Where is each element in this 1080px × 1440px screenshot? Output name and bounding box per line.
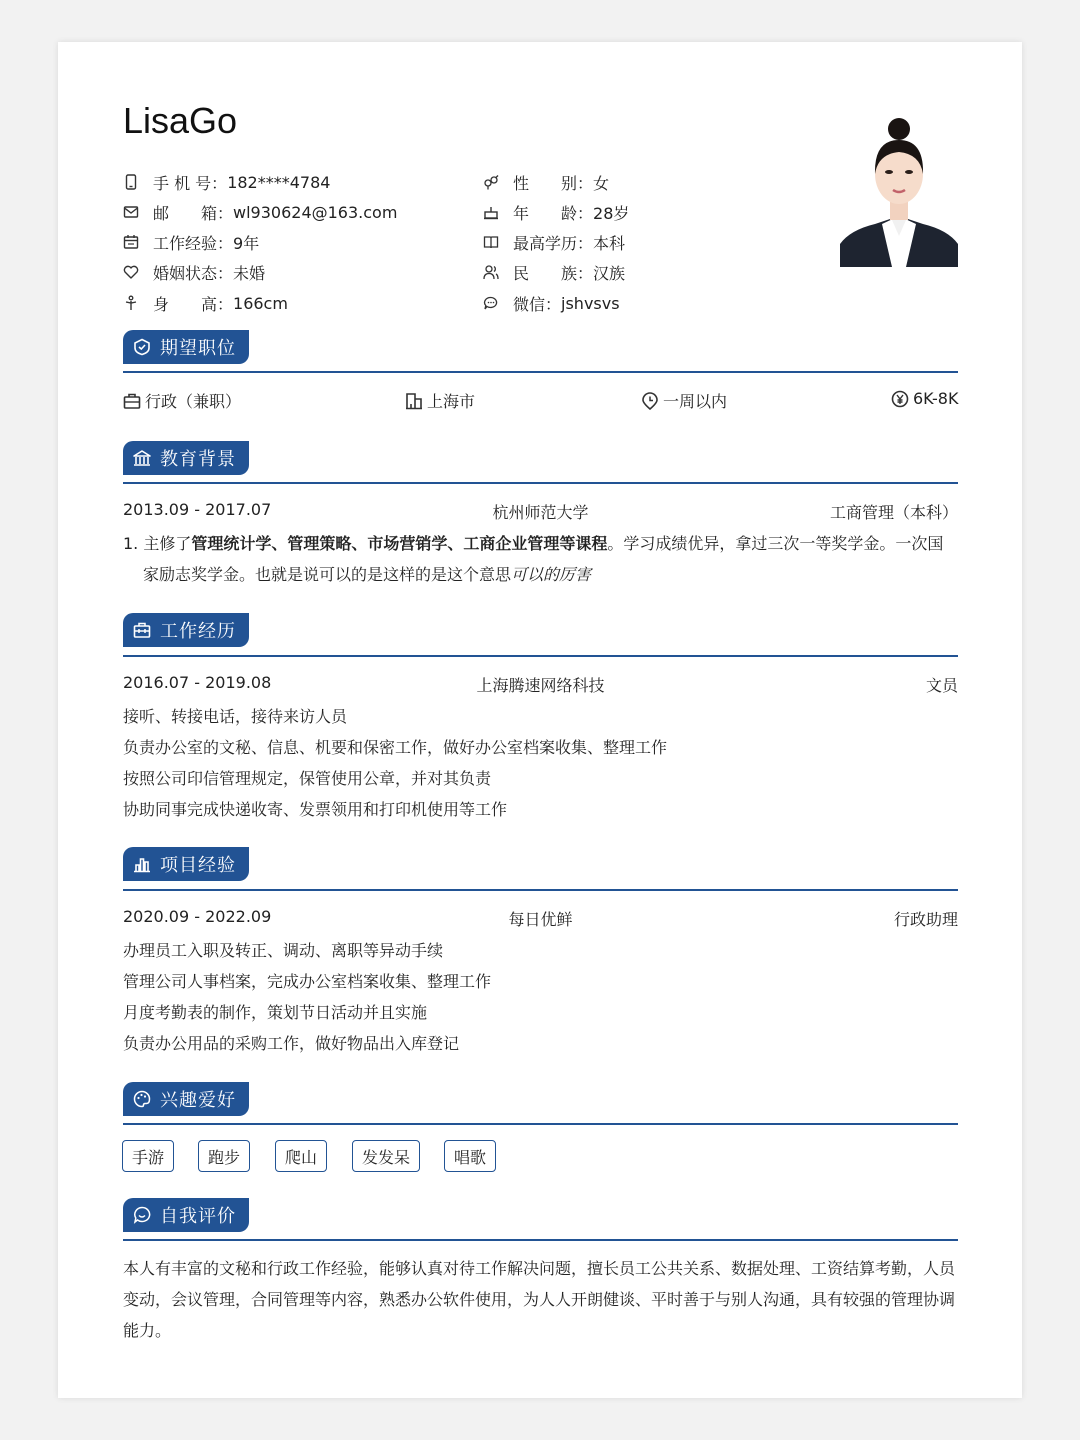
chat-icon xyxy=(483,295,499,311)
info-label: 身 高： xyxy=(153,294,234,314)
info-label: 最高学历： xyxy=(513,233,594,253)
section-title: 工作经历 xyxy=(160,621,236,642)
section-tag-self xyxy=(123,1198,249,1232)
info-age xyxy=(483,198,629,226)
section-title: 自我评价 xyxy=(160,1206,236,1227)
info-value: 166cm xyxy=(233,293,288,313)
briefcase-icon xyxy=(123,392,141,410)
hobby-tag: 手游 xyxy=(122,1140,174,1172)
section-divider xyxy=(123,482,958,484)
section-divider xyxy=(123,371,958,373)
section-divider xyxy=(123,889,958,891)
work-header xyxy=(123,673,958,697)
hobby-tag: 发发呆 xyxy=(352,1140,420,1172)
project-duties xyxy=(123,935,959,1059)
section-tag-work xyxy=(123,613,249,647)
section-title: 教育背景 xyxy=(160,449,236,470)
project-duty: 办理员工入职及转正、调动、离职等异动手续 xyxy=(123,941,444,960)
building-icon xyxy=(405,392,423,410)
info-education xyxy=(483,228,625,256)
info-label: 民 族： xyxy=(513,263,594,283)
info-wechat xyxy=(483,289,620,317)
school-icon xyxy=(133,449,151,467)
candidate-name: LisaGo xyxy=(123,100,238,141)
book-icon xyxy=(483,234,499,250)
info-label: 微信： xyxy=(513,294,562,314)
education-detail-prefix: 1. 主修了 xyxy=(123,534,192,553)
info-value: 28岁 xyxy=(593,203,630,223)
section-tag-project xyxy=(123,847,249,881)
section-divider xyxy=(123,1123,958,1125)
section-title: 期望职位 xyxy=(160,338,236,359)
badge-icon xyxy=(133,338,151,356)
intent-position xyxy=(123,389,241,412)
calendar-icon xyxy=(123,234,139,250)
intent-city-text: 上海市 xyxy=(427,392,476,411)
info-value: 本科 xyxy=(593,233,626,253)
info-marital xyxy=(123,258,265,286)
info-label: 手 机 号： xyxy=(153,173,228,193)
intent-position-text: 行政（兼职） xyxy=(145,392,242,411)
education-period: 2013.09 - 2017.07 xyxy=(123,500,272,519)
gender-icon xyxy=(483,174,499,190)
education-detail-text: 。学习成绩优异，拿过三次一等奖学金。一次国家励志奖学金。也就是说可以的是这样的是这个意思 xyxy=(143,534,944,584)
section-tag-hobbies xyxy=(123,1082,249,1116)
info-label: 年 龄： xyxy=(513,203,594,223)
info-value: 未婚 xyxy=(233,263,266,283)
info-label: 工作经验： xyxy=(153,233,234,253)
info-value: jshvsvs xyxy=(561,293,620,313)
intent-city xyxy=(405,389,475,412)
project-period: 2020.09 - 2022.09 xyxy=(123,907,272,926)
education-courses: 管理统计学、管理策略、市场营销学、工商企业管理等课程 xyxy=(191,534,608,553)
education-header xyxy=(123,500,958,524)
height-icon xyxy=(123,295,139,311)
work-title: 文员 xyxy=(925,676,958,695)
work-duties xyxy=(123,701,959,825)
info-value: 9年 xyxy=(233,233,260,253)
education-school: 杭州师范大学 xyxy=(492,503,589,522)
project-header xyxy=(123,907,958,931)
education-detail-italic: 可以的厉害 xyxy=(511,565,592,584)
hobby-tag: 跑步 xyxy=(198,1140,250,1172)
hobby-tag: 爬山 xyxy=(275,1140,327,1172)
yen-coin-icon xyxy=(891,390,909,408)
section-title: 项目经验 xyxy=(160,855,236,876)
work-duty: 负责办公室的文秘、信息、机要和保密工作，做好办公室档案收集、整理工作 xyxy=(123,738,668,757)
project-duty: 负责办公用品的采购工作，做好物品出入库登记 xyxy=(123,1034,460,1053)
work-duty: 接听、转接电话，接待来访人员 xyxy=(123,707,348,726)
intent-availability-text: 一周以内 xyxy=(663,392,728,411)
mail-icon xyxy=(123,204,139,220)
info-ethnicity xyxy=(483,258,625,286)
info-label: 邮 箱： xyxy=(153,203,234,223)
info-height xyxy=(123,289,288,317)
heart-icon xyxy=(123,264,139,280)
project-duty: 月度考勤表的制作，策划节日活动并且实施 xyxy=(123,1003,428,1022)
section-title: 兴趣爱好 xyxy=(160,1090,236,1111)
info-gender xyxy=(483,168,609,196)
intent-availability xyxy=(641,389,727,412)
section-tag-education xyxy=(123,441,249,475)
project-role: 行政助理 xyxy=(893,910,958,929)
info-value: wl930624@163.com xyxy=(233,202,398,222)
info-value: 女 xyxy=(593,173,610,193)
people-icon xyxy=(483,264,499,280)
intent-salary xyxy=(891,389,958,408)
work-period: 2016.07 - 2019.08 xyxy=(123,673,272,692)
palette-icon xyxy=(133,1090,151,1108)
project-duty: 管理公司人事档案，完成办公室档案收集、整理工作 xyxy=(123,972,492,991)
info-label: 性 别： xyxy=(513,173,594,193)
info-label: 婚姻状态： xyxy=(153,263,234,283)
info-value: 182****4784 xyxy=(227,172,331,192)
phone-icon xyxy=(123,174,139,190)
section-divider xyxy=(123,655,958,657)
hobby-tag: 唱歌 xyxy=(444,1140,496,1172)
work-duty: 协助同事完成快递收寄、发票领用和打印机使用等工作 xyxy=(123,800,508,819)
info-email xyxy=(123,198,397,226)
briefcase-icon xyxy=(133,621,151,639)
profile-photo xyxy=(840,112,958,267)
section-divider xyxy=(123,1239,958,1241)
self-evaluation: 本人有丰富的文秘和行政工作经验，能够认真对待工作解决问题，擅长员工公共关系、数据处理、工资结算考勤，人员变动，会议管理，合同管理等内容，熟悉办公软件使用，为人人开朗健谈、平时善于与别人沟通，具有较强的管理协调能力。 xyxy=(123,1259,956,1340)
work-company: 上海腾速网络科技 xyxy=(476,676,605,695)
education-detail xyxy=(123,528,959,590)
clock-pin-icon xyxy=(641,392,659,410)
project-name: 每日优鲜 xyxy=(508,910,573,929)
smile-chat-icon xyxy=(133,1206,151,1224)
info-value: 汉族 xyxy=(593,263,626,283)
education-major: 工商管理（本科） xyxy=(829,503,958,522)
cake-icon xyxy=(483,204,499,220)
work-duty: 按照公司印信管理规定，保管使用公章，并对其负责 xyxy=(123,769,492,788)
intent-salary-text: 6K-8K xyxy=(913,389,959,408)
section-tag-intent xyxy=(123,330,249,364)
info-phone xyxy=(123,168,330,196)
info-experience xyxy=(123,228,259,256)
bar-chart-icon xyxy=(133,855,151,873)
